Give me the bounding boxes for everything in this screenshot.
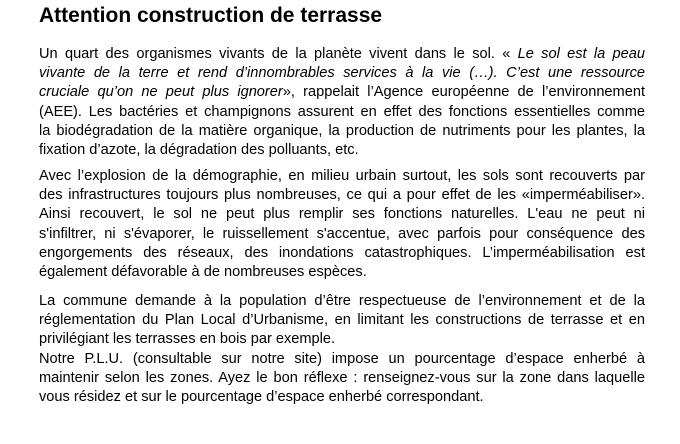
paragraph-line [39, 350, 645, 369]
paragraph-line [39, 83, 645, 102]
paragraph-line [39, 186, 645, 205]
body-text: des infrastructures toujours plus nombreuses, ce qui a pour effet de les «imperméabiliser». [39, 187, 645, 204]
body-text: privilégiant les terrasses en bois par exemple. [39, 331, 336, 348]
paragraph-line [39, 369, 645, 388]
paragraph-soil-sealing [39, 167, 645, 282]
body-text: vous résidez et sur le pourcentage d’espace enherbé correspondant. [39, 389, 484, 406]
paragraph-line [39, 244, 645, 263]
body-text: La commune demande à la population d’être respectueuse de l’environnement et de la [39, 293, 645, 309]
italic-quote-text: Le sol est la peau [517, 46, 646, 62]
paragraph-line [39, 141, 645, 160]
body-text: réglementation du Plan Local d’Urbanisme, en limitant les constructions de terrasse et en [39, 312, 645, 329]
body-text: maintenir selon les zones. Ayez le bon réflexe : renseignez-vous sur la zone dans laquelle [39, 369, 645, 386]
paragraph-line [39, 225, 645, 244]
body-text: Un quart des organismes vivants de la planète vivent dans le sol. « [39, 46, 518, 62]
paragraph-line [39, 122, 645, 141]
paragraph-line [39, 45, 645, 64]
paragraph-line [39, 311, 645, 330]
italic-quote-text: cruciale qu’on ne peut plus ignorer [39, 84, 283, 101]
paragraph-town-request [39, 292, 645, 407]
body-text: », rappelait l’Agence européenne de l’environnement [282, 84, 645, 101]
paragraph-line [39, 292, 645, 311]
body-text: s'infiltrer, ni s'évaporer, le ruissellement s'accentue, avec parfois pour conséquence des [39, 225, 645, 242]
paragraph-line [39, 388, 645, 407]
paragraph-line [39, 263, 645, 282]
body-text: (AEE). Les bactéries et champignons assurent en effet des fonctions essentielles comme [39, 103, 645, 120]
paragraph-soil-importance [39, 45, 645, 160]
document-title: Attention construction de terrasse [39, 4, 383, 27]
body-text: Ainsi recouvert, le sol ne peut plus remplir ses fonctions naturelles. L'eau ne peut ni [39, 206, 645, 223]
body-text: fixation d’azote, la dégradation des polluants, etc. [39, 142, 359, 159]
body-text: également défavorable à de nombreuses espèces. [39, 264, 367, 281]
body-text: Notre P.L.U. (consultable sur notre site) impose un pourcentage d’espace enherbé à [39, 350, 645, 367]
paragraph-line [39, 64, 645, 83]
paragraph-line [39, 167, 645, 186]
body-text: engorgements des réseaux, des inondations catastrophiques. L’imperméabilisation est [39, 244, 645, 261]
italic-quote-text: vivante de la terre et rend d’innombrables services à la vie (…). C’est une ressource [39, 65, 645, 82]
paragraph-line [39, 103, 645, 122]
body-text: Avec l’explosion de la démographie, en milieu urbain surtout, les sols sont recouverts par [39, 168, 645, 184]
paragraph-line [39, 330, 645, 349]
body-text: la biodégradation de la matière organique, la production de nutriments pour les plantes, la [39, 122, 645, 139]
paragraph-line [39, 205, 645, 224]
